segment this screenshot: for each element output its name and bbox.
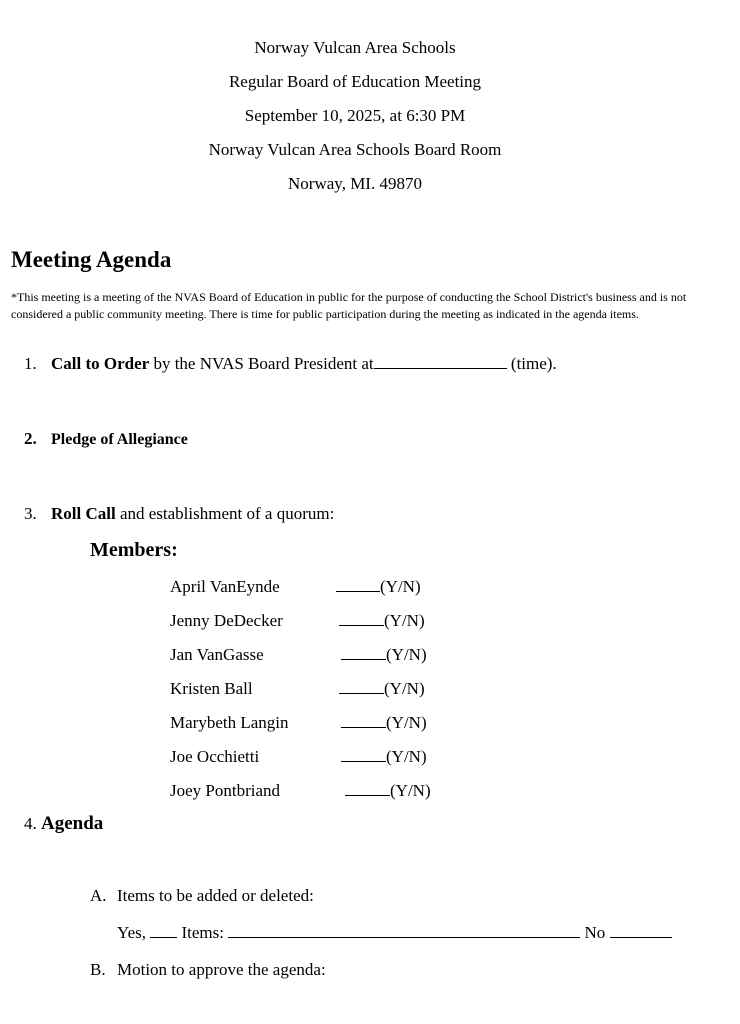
vote-blank[interactable]	[336, 577, 380, 592]
agenda-sub-item-b	[90, 960, 326, 980]
meeting-notice: *This meeting is a meeting of the NVAS Board of Education in public for the purpose of conducting the School District's business and is not considered a public community meeting. There is time for public participation during the meeting as indicated in the agenda items.	[11, 290, 687, 321]
agenda-item-agenda	[24, 813, 103, 835]
items-change-line	[117, 923, 672, 943]
member-vote[interactable]	[341, 713, 427, 733]
agenda-item-pledge	[24, 429, 188, 449]
header-school-name: Norway Vulcan Area Schools	[254, 38, 456, 57]
no-label: No	[584, 923, 606, 942]
member-vote[interactable]	[345, 781, 431, 801]
member-name: Marybeth Langin	[170, 713, 289, 732]
item-bold-label: Pledge of Allegiance	[51, 431, 188, 448]
vote-label: (Y/N)	[390, 781, 431, 800]
members-heading: Members:	[90, 539, 178, 561]
item-bold-label: Agenda	[41, 813, 104, 834]
sub-item-text: Motion to approve the agenda:	[117, 960, 326, 979]
item-bold-label: Roll Call	[51, 504, 116, 523]
vote-blank[interactable]	[339, 611, 384, 626]
item-number: 2.	[24, 429, 37, 448]
item-number: 3.	[24, 504, 37, 523]
member-name: Joe Occhietti	[170, 747, 260, 766]
vote-label: (Y/N)	[384, 611, 425, 630]
member-vote[interactable]	[341, 747, 427, 767]
agenda-item-call-to-order	[24, 354, 557, 374]
vote-label: (Y/N)	[386, 645, 427, 664]
items-blank[interactable]	[228, 923, 580, 938]
header-date-time: September 10, 2025, at 6:30 PM	[244, 106, 466, 125]
item-number: 1.	[24, 354, 37, 373]
vote-blank[interactable]	[341, 713, 386, 728]
vote-blank[interactable]	[341, 645, 386, 660]
member-name: April VanEynde	[170, 577, 280, 596]
item-suffix: (time).	[506, 354, 557, 373]
vote-label: (Y/N)	[386, 747, 427, 766]
vote-blank[interactable]	[345, 781, 390, 796]
sub-item-letter: B.	[90, 960, 106, 979]
agenda-sub-item-a	[90, 886, 314, 906]
member-vote[interactable]	[336, 577, 421, 597]
header-meeting-type: Regular Board of Education Meeting	[228, 72, 482, 91]
member-name: Jan VanGasse	[170, 645, 264, 664]
item-bold-label: Call to Order	[51, 354, 150, 373]
vote-label: (Y/N)	[384, 679, 425, 698]
member-vote[interactable]	[339, 611, 425, 631]
member-vote[interactable]	[341, 645, 427, 665]
member-name: Joey Pontbriand	[170, 781, 281, 800]
items-label: Items:	[181, 923, 224, 942]
member-vote[interactable]	[339, 679, 425, 699]
yes-blank[interactable]	[150, 923, 177, 938]
yes-label: Yes,	[117, 923, 146, 942]
sub-item-letter: A.	[90, 886, 107, 905]
time-blank[interactable]	[374, 354, 507, 369]
agenda-item-roll-call	[24, 504, 334, 524]
header-location: Norway Vulcan Area Schools Board Room	[208, 140, 502, 159]
vote-label: (Y/N)	[380, 577, 421, 596]
page-title: Meeting Agenda	[11, 247, 172, 272]
item-text: by the NVAS Board President at	[149, 354, 374, 373]
vote-blank[interactable]	[341, 747, 386, 762]
member-name: Jenny DeDecker	[170, 611, 283, 630]
item-text: and establishment of a quorum:	[115, 504, 335, 523]
item-number: 4.	[24, 814, 37, 833]
vote-blank[interactable]	[339, 679, 384, 694]
vote-label: (Y/N)	[386, 713, 427, 732]
sub-item-text: Items to be added or deleted:	[117, 886, 314, 905]
member-name: Kristen Ball	[170, 679, 253, 698]
header-address: Norway, MI. 49870	[288, 174, 422, 193]
no-blank[interactable]	[610, 923, 672, 938]
